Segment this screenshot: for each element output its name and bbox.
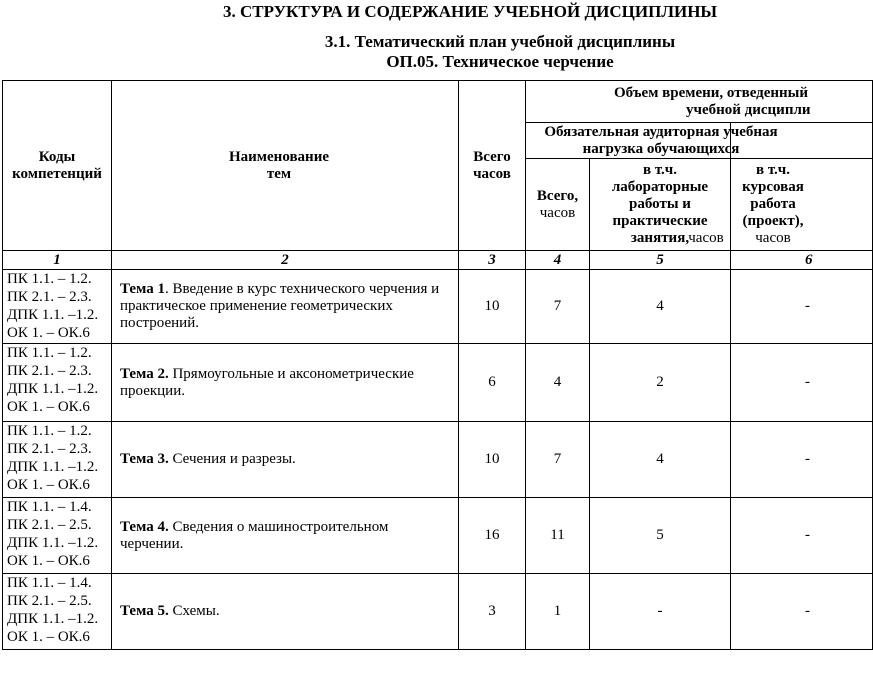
row-5-lab: - — [590, 574, 731, 650]
table-row — [3, 498, 873, 574]
row-3-topic-label: Тема 3. — [120, 451, 169, 467]
row-4-total: 16 — [459, 498, 526, 574]
header-volume-line1: Объем времени, отведенный — [614, 84, 809, 101]
row-5-topic — [112, 574, 459, 650]
row-4-code-3: ДПК 1.1. –1.2. — [7, 535, 99, 551]
header-mandatory — [526, 123, 778, 159]
row-5-code-1: ПК 1.1. – 1.4. — [7, 575, 92, 591]
row-5-auditory: 1 — [526, 574, 590, 650]
row-4-code-1: ПК 1.1. – 1.4. — [7, 499, 92, 515]
row-1-code-1: ПК 1.1. – 1.2. — [7, 271, 92, 287]
header-course-label: в т.ч. курсовая работа (проект), — [742, 162, 804, 229]
row-2-code-4: ОК 1. – ОК.6 — [7, 399, 90, 415]
header-topic-name-text: Наименование тем — [229, 148, 329, 182]
table-row — [3, 422, 873, 498]
header-auditory-total — [526, 159, 590, 251]
row-2-lab: 2 — [590, 344, 731, 422]
header-topic-name — [112, 81, 459, 251]
row-5-course: - — [731, 574, 873, 650]
row-2-code-2: ПК 2.1. – 2.3. — [7, 363, 92, 379]
row-1-lab: 4 — [590, 270, 731, 344]
row-1-code-3: ДПК 1.1. –1.2. — [7, 307, 99, 323]
row-3-auditory: 7 — [526, 422, 590, 498]
row-2-course: - — [731, 344, 873, 422]
row-5-code-4: ОК 1. – ОК.6 — [7, 629, 90, 645]
header-auditory-total-label: Всего, — [536, 187, 579, 204]
table-row — [3, 574, 873, 650]
section-title: 3. СТРУКТУРА И СОДЕРЖАНИЕ УЧЕБНОЙ ДИСЦИПЛИНЫ — [223, 2, 718, 21]
header-lab — [590, 159, 731, 251]
row-4-course: - — [731, 498, 873, 574]
row-3-total: 10 — [459, 422, 526, 498]
header-mandatory-text: Обязательная аудиторная учебная нагрузка обучающихся — [544, 123, 778, 157]
row-4-code-4: ОК 1. – ОК.6 — [7, 553, 90, 569]
row-2-topic-label: Тема 2. — [120, 365, 169, 382]
header-lab-label: в т.ч. лабораторные работы и практические занятия, — [611, 162, 709, 246]
row-3-lab: 4 — [590, 422, 731, 498]
thematic-plan-table — [2, 80, 873, 650]
row-1-course: - — [731, 270, 873, 344]
plan-subtitle-line1: 3.1. Тематический план учебной дисциплины — [324, 32, 676, 51]
row-3-code-2: ПК 2.1. – 2.3. — [7, 441, 92, 457]
column-number-3: 3 — [459, 251, 526, 270]
header-auditory-total-unit: часов — [539, 204, 576, 221]
table-row — [3, 344, 873, 422]
header-lab-unit: часов — [688, 230, 724, 246]
row-2-code-1: ПК 1.1. – 1.2. — [7, 345, 92, 361]
thematic-plan-table-container — [2, 80, 822, 680]
column-number-4: 4 — [526, 251, 590, 270]
row-2-topic-text: Прямоугольные и аксонометрические проекции. — [120, 365, 414, 399]
row-1-topic-text: . Введение в курс технического черчения и практическое применение геометрических построений. — [120, 281, 440, 331]
column-number-6: 6 — [731, 251, 873, 270]
row-5-total: 3 — [459, 574, 526, 650]
row-1-codes — [3, 270, 112, 344]
column-number-1: 1 — [3, 251, 112, 270]
row-3-codes — [3, 422, 112, 498]
row-3-topic-text: Сечения и разрезы. — [168, 451, 296, 467]
header-volume-line2: учебной дисципли — [686, 101, 811, 118]
row-3-course: - — [731, 422, 873, 498]
plan-subtitle-line2: ОП.05. Техническое черчение — [386, 52, 614, 71]
row-1-code-2: ПК 2.1. – 2.3. — [7, 289, 92, 305]
header-codes: Коды компетенций — [3, 81, 112, 251]
header-total-hours-text: Всего часов — [473, 148, 511, 182]
row-4-topic-label: Тема 4. — [120, 518, 169, 535]
row-5-code-2: ПК 2.1. – 2.5. — [7, 593, 92, 609]
row-4-codes — [3, 498, 112, 574]
row-5-topic-label: Тема 5. — [120, 603, 169, 619]
row-5-topic-text: Схемы. — [168, 603, 220, 619]
row-2-code-3: ДПК 1.1. –1.2. — [7, 381, 99, 397]
row-3-code-3: ДПК 1.1. –1.2. — [7, 459, 99, 475]
header-course-unit: часов — [755, 230, 791, 246]
row-2-topic — [112, 344, 459, 422]
row-2-codes — [3, 344, 112, 422]
row-5-codes — [3, 574, 112, 650]
header-volume — [526, 81, 873, 123]
plan-subtitle — [220, 32, 780, 72]
row-4-lab: 5 — [590, 498, 731, 574]
row-5-code-3: ДПК 1.1. –1.2. — [7, 611, 99, 627]
header-total-hours — [459, 81, 526, 251]
column-number-2: 2 — [112, 251, 459, 270]
row-1-topic-label: Тема 1 — [120, 281, 165, 297]
row-1-code-4: ОК 1. – ОК.6 — [7, 325, 90, 341]
row-4-auditory: 11 — [526, 498, 590, 574]
column-number-5: 5 — [590, 251, 731, 270]
row-4-code-2: ПК 2.1. – 2.5. — [7, 517, 92, 533]
row-1-auditory: 7 — [526, 270, 590, 344]
header-course — [731, 159, 873, 251]
row-4-topic-text: Сведения о машиностроительном черчении. — [120, 518, 389, 552]
row-1-total: 10 — [459, 270, 526, 344]
row-2-auditory: 4 — [526, 344, 590, 422]
row-1-topic — [112, 270, 459, 344]
row-2-total: 6 — [459, 344, 526, 422]
row-3-code-4: ОК 1. – ОК.6 — [7, 477, 90, 493]
row-4-topic — [112, 498, 459, 574]
row-3-code-1: ПК 1.1. – 1.2. — [7, 423, 92, 439]
row-3-topic — [112, 422, 459, 498]
table-row — [3, 270, 873, 344]
